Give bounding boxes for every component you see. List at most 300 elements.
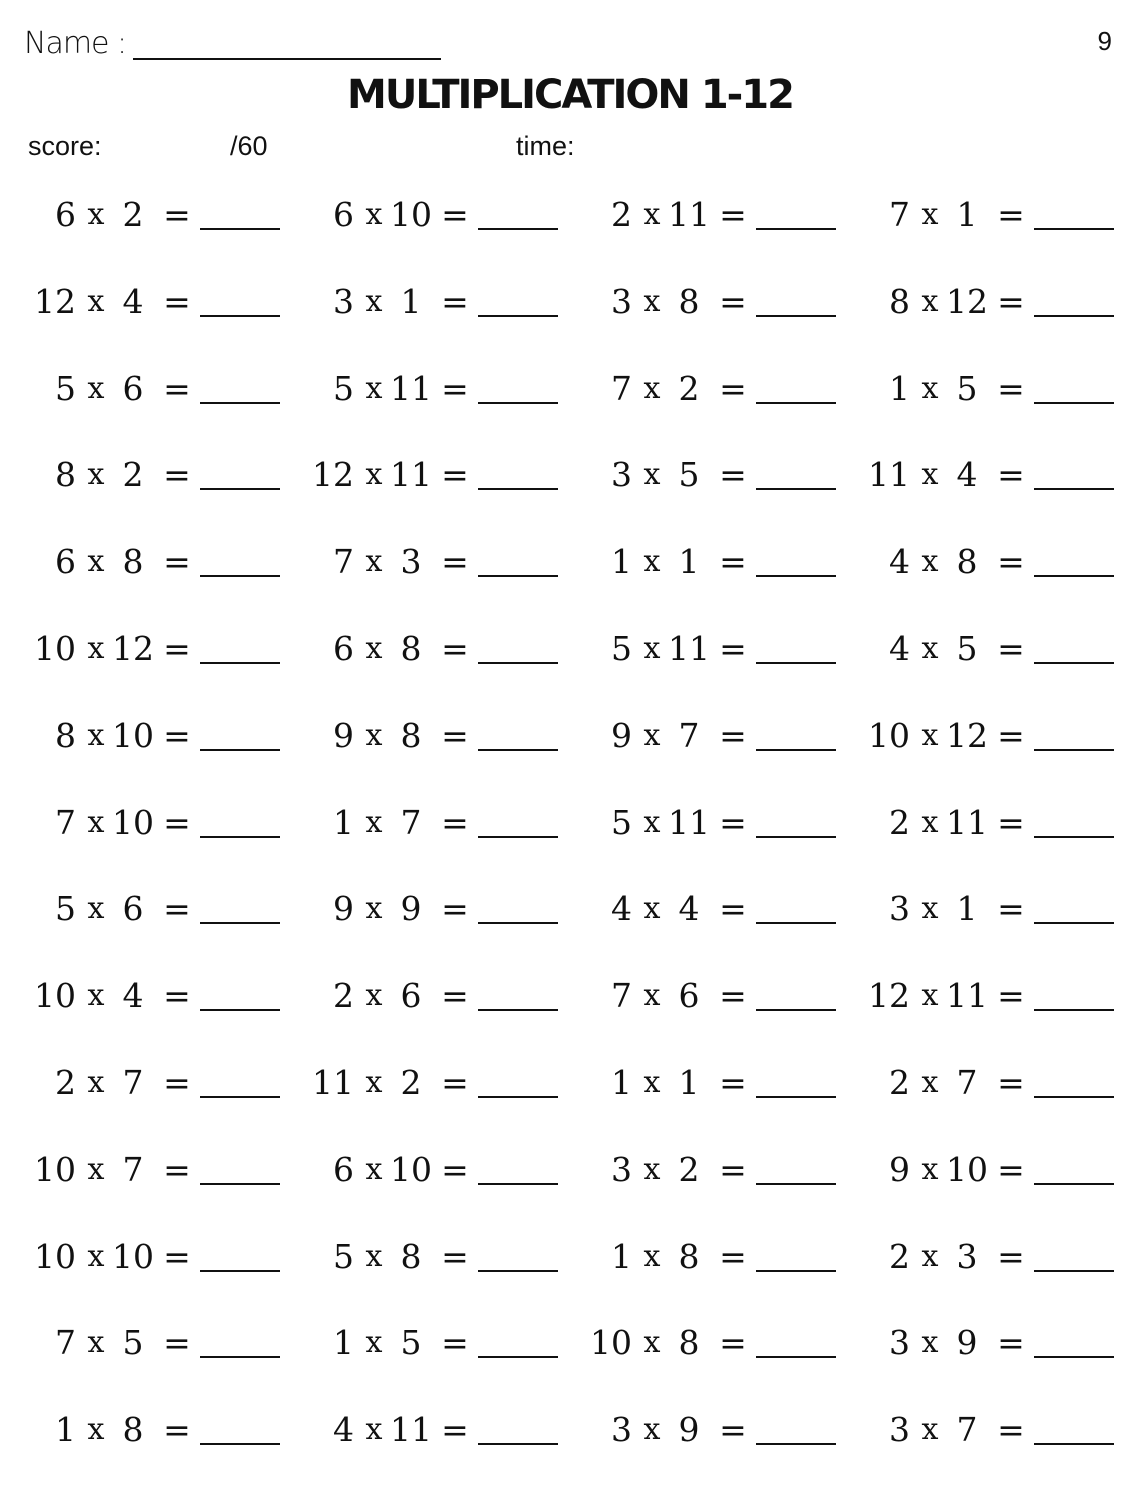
- times-sign: x: [643, 544, 661, 580]
- second-factor: 1: [400, 281, 422, 321]
- equals-sign: =: [997, 1149, 1025, 1189]
- equals-sign: =: [997, 368, 1025, 408]
- second-factor: 7: [400, 802, 422, 842]
- answer-blank[interactable]: [1034, 1183, 1114, 1185]
- equals-sign: =: [163, 195, 191, 234]
- second-factor: 12: [112, 628, 154, 668]
- second-factor: 6: [122, 889, 144, 929]
- second-factor: 12: [946, 281, 988, 321]
- first-factor: 11: [312, 1062, 354, 1102]
- problem-item: [588, 624, 836, 674]
- answer-blank[interactable]: [1034, 402, 1114, 404]
- problem-item: [310, 450, 558, 500]
- equals-sign: =: [719, 1410, 747, 1450]
- problem-item: [588, 884, 836, 934]
- equals-sign: =: [719, 715, 747, 755]
- problem-item: [866, 798, 1114, 848]
- answer-blank[interactable]: [478, 1009, 558, 1011]
- second-factor: 1: [956, 889, 978, 929]
- first-factor: 6: [55, 195, 76, 234]
- equals-sign: =: [441, 976, 469, 1016]
- problem-item: [588, 798, 836, 848]
- problem-item: [588, 190, 836, 240]
- answer-blank[interactable]: [478, 488, 558, 490]
- times-sign: x: [365, 1325, 383, 1361]
- answer-blank[interactable]: [1034, 1270, 1114, 1272]
- answer-blank[interactable]: [200, 1443, 280, 1445]
- equals-sign: =: [163, 368, 191, 408]
- first-factor: 3: [889, 1410, 910, 1450]
- times-sign: x: [921, 457, 939, 493]
- problem-item: [588, 1318, 836, 1368]
- first-factor: 4: [611, 889, 632, 929]
- problem-item: [32, 798, 280, 848]
- equals-sign: =: [441, 1323, 469, 1363]
- second-factor: 6: [400, 976, 422, 1016]
- times-sign: x: [365, 544, 383, 580]
- answer-blank[interactable]: [200, 402, 280, 404]
- equals-sign: =: [997, 542, 1025, 582]
- first-factor: 5: [611, 802, 632, 842]
- problem-item: [866, 364, 1114, 414]
- answer-blank[interactable]: [478, 228, 558, 230]
- times-sign: x: [921, 1325, 939, 1361]
- times-sign: x: [643, 1151, 661, 1187]
- equals-sign: =: [163, 1236, 191, 1276]
- equals-sign: =: [997, 976, 1025, 1016]
- times-sign: x: [921, 1238, 939, 1274]
- problem-item: [866, 190, 1114, 240]
- answer-blank[interactable]: [756, 662, 836, 664]
- times-sign: x: [87, 891, 105, 927]
- second-factor: 10: [112, 715, 154, 755]
- answer-blank[interactable]: [200, 836, 280, 838]
- second-factor: 10: [946, 1149, 988, 1189]
- second-factor: 4: [956, 455, 978, 495]
- equals-sign: =: [719, 281, 747, 321]
- answer-blank[interactable]: [200, 228, 280, 230]
- equals-sign: =: [163, 1410, 191, 1450]
- equals-sign: =: [163, 542, 191, 582]
- answer-blank[interactable]: [200, 1270, 280, 1272]
- answer-blank[interactable]: [1034, 315, 1114, 317]
- times-sign: x: [643, 717, 661, 753]
- times-sign: x: [87, 1325, 105, 1361]
- second-factor: 10: [390, 195, 432, 234]
- equals-sign: =: [441, 281, 469, 321]
- problem-item: [32, 971, 280, 1021]
- equals-sign: =: [441, 715, 469, 755]
- first-factor: 12: [868, 976, 910, 1016]
- times-sign: x: [87, 544, 105, 580]
- problem-item: [32, 1058, 280, 1108]
- times-sign: x: [921, 544, 939, 580]
- first-factor: 9: [611, 715, 632, 755]
- second-factor: 8: [678, 281, 700, 321]
- times-sign: x: [87, 1064, 105, 1100]
- problem-item: [32, 1318, 280, 1368]
- problem-item: [866, 1318, 1114, 1368]
- times-sign: x: [643, 370, 661, 406]
- answer-blank[interactable]: [1034, 228, 1114, 230]
- second-factor: 3: [956, 1236, 978, 1276]
- first-factor: 5: [55, 889, 76, 929]
- answer-blank[interactable]: [478, 836, 558, 838]
- answer-blank[interactable]: [756, 1270, 836, 1272]
- answer-blank[interactable]: [756, 1009, 836, 1011]
- problem-item: [310, 971, 558, 1021]
- problem-item: [32, 884, 280, 934]
- problem-item: [866, 450, 1114, 500]
- times-sign: x: [643, 1412, 661, 1448]
- second-factor: 7: [122, 1149, 144, 1189]
- problem-item: [310, 1405, 558, 1455]
- first-factor: 6: [333, 628, 354, 668]
- times-sign: x: [87, 283, 105, 319]
- first-factor: 8: [55, 455, 76, 495]
- times-sign: x: [365, 1412, 383, 1448]
- first-factor: 5: [333, 368, 354, 408]
- first-factor: 1: [611, 1236, 632, 1276]
- equals-sign: =: [997, 195, 1025, 234]
- answer-blank[interactable]: [478, 1270, 558, 1272]
- answer-blank[interactable]: [478, 315, 558, 317]
- times-sign: x: [365, 197, 383, 232]
- answer-blank[interactable]: [756, 749, 836, 751]
- first-factor: 7: [611, 368, 632, 408]
- equals-sign: =: [997, 455, 1025, 495]
- second-factor: 8: [122, 1410, 144, 1450]
- times-sign: x: [921, 197, 939, 232]
- equals-sign: =: [441, 889, 469, 929]
- first-factor: 4: [333, 1410, 354, 1450]
- second-factor: 11: [668, 195, 710, 234]
- second-factor: 10: [112, 802, 154, 842]
- equals-sign: =: [719, 976, 747, 1016]
- times-sign: x: [643, 978, 661, 1014]
- answer-blank[interactable]: [756, 922, 836, 924]
- times-sign: x: [87, 1151, 105, 1187]
- second-factor: 3: [400, 542, 422, 582]
- times-sign: x: [921, 1064, 939, 1100]
- first-factor: 5: [55, 368, 76, 408]
- second-factor: 11: [668, 802, 710, 842]
- answer-blank[interactable]: [478, 402, 558, 404]
- times-sign: x: [921, 1412, 939, 1448]
- problem-item: [310, 190, 558, 240]
- second-factor: 12: [946, 715, 988, 755]
- first-factor: 2: [611, 195, 632, 234]
- first-factor: 3: [611, 455, 632, 495]
- times-sign: x: [921, 891, 939, 927]
- second-factor: 5: [678, 455, 700, 495]
- name-label: Name :: [24, 26, 127, 61]
- answer-blank[interactable]: [478, 662, 558, 664]
- first-factor: 10: [590, 1323, 632, 1363]
- problem-item: [588, 971, 836, 1021]
- times-sign: x: [365, 1064, 383, 1100]
- first-factor: 10: [34, 1236, 76, 1276]
- first-factor: 1: [611, 1062, 632, 1102]
- second-factor: 5: [956, 628, 978, 668]
- problem-item: [866, 884, 1114, 934]
- equals-sign: =: [719, 802, 747, 842]
- first-factor: 10: [868, 715, 910, 755]
- times-sign: x: [87, 197, 105, 232]
- problem-item: [866, 277, 1114, 327]
- equals-sign: =: [441, 542, 469, 582]
- times-sign: x: [87, 1238, 105, 1274]
- answer-blank[interactable]: [756, 836, 836, 838]
- answer-blank[interactable]: [200, 1356, 280, 1358]
- problem-item: [32, 1145, 280, 1195]
- answer-blank[interactable]: [200, 1096, 280, 1098]
- answer-blank[interactable]: [200, 662, 280, 664]
- problem-item: [588, 1145, 836, 1195]
- second-factor: 5: [400, 1323, 422, 1363]
- second-factor: 11: [390, 1410, 432, 1450]
- answer-blank[interactable]: [478, 1183, 558, 1185]
- equals-sign: =: [997, 715, 1025, 755]
- second-factor: 8: [400, 1236, 422, 1276]
- answer-blank[interactable]: [756, 1356, 836, 1358]
- answer-blank[interactable]: [200, 922, 280, 924]
- equals-sign: =: [997, 889, 1025, 929]
- equals-sign: =: [997, 281, 1025, 321]
- second-factor: 4: [122, 281, 144, 321]
- answer-blank[interactable]: [1034, 1009, 1114, 1011]
- answer-blank[interactable]: [200, 488, 280, 490]
- first-factor: 6: [333, 1149, 354, 1189]
- equals-sign: =: [163, 1323, 191, 1363]
- equals-sign: =: [441, 1410, 469, 1450]
- times-sign: x: [921, 1151, 939, 1187]
- first-factor: 8: [889, 281, 910, 321]
- first-factor: 4: [889, 628, 910, 668]
- equals-sign: =: [997, 1323, 1025, 1363]
- answer-blank[interactable]: [478, 922, 558, 924]
- equals-sign: =: [163, 455, 191, 495]
- problem-item: [32, 1405, 280, 1455]
- problem-item: [866, 537, 1114, 587]
- page-number: 9: [1097, 26, 1112, 56]
- equals-sign: =: [163, 802, 191, 842]
- answer-blank[interactable]: [756, 1443, 836, 1445]
- equals-sign: =: [719, 455, 747, 495]
- equals-sign: =: [163, 628, 191, 668]
- times-sign: x: [87, 370, 105, 406]
- problem-item: [866, 971, 1114, 1021]
- second-factor: 4: [678, 889, 700, 929]
- answer-blank[interactable]: [200, 749, 280, 751]
- equals-sign: =: [719, 628, 747, 668]
- second-factor: 8: [122, 542, 144, 582]
- answer-blank[interactable]: [1034, 922, 1114, 924]
- first-factor: 2: [889, 802, 910, 842]
- answer-blank[interactable]: [756, 315, 836, 317]
- problem-item: [588, 1232, 836, 1282]
- answer-blank[interactable]: [756, 575, 836, 577]
- second-factor: 7: [956, 1410, 978, 1450]
- problem-item: [32, 364, 280, 414]
- equals-sign: =: [719, 1062, 747, 1102]
- second-factor: 11: [946, 976, 988, 1016]
- answer-blank[interactable]: [756, 488, 836, 490]
- first-factor: 4: [889, 542, 910, 582]
- answer-blank[interactable]: [478, 1356, 558, 1358]
- answer-blank[interactable]: [1034, 488, 1114, 490]
- answer-blank[interactable]: [478, 1443, 558, 1445]
- first-factor: 7: [55, 802, 76, 842]
- problem-item: [588, 364, 836, 414]
- times-sign: x: [87, 804, 105, 840]
- second-factor: 8: [956, 542, 978, 582]
- second-factor: 7: [678, 715, 700, 755]
- equals-sign: =: [719, 542, 747, 582]
- times-sign: x: [921, 370, 939, 406]
- equals-sign: =: [441, 802, 469, 842]
- equals-sign: =: [441, 628, 469, 668]
- answer-blank[interactable]: [1034, 1356, 1114, 1358]
- answer-blank[interactable]: [1034, 662, 1114, 664]
- second-factor: 2: [122, 195, 144, 234]
- first-factor: 10: [34, 1149, 76, 1189]
- answer-blank[interactable]: [756, 228, 836, 230]
- times-sign: x: [643, 283, 661, 319]
- name-field-line[interactable]: [133, 58, 441, 60]
- times-sign: x: [365, 717, 383, 753]
- answer-blank[interactable]: [478, 575, 558, 577]
- problem-item: [32, 190, 280, 240]
- times-sign: x: [921, 717, 939, 753]
- equals-sign: =: [163, 889, 191, 929]
- second-factor: 2: [678, 368, 700, 408]
- times-sign: x: [365, 283, 383, 319]
- equals-sign: =: [441, 1062, 469, 1102]
- first-factor: 6: [55, 542, 76, 582]
- times-sign: x: [365, 1151, 383, 1187]
- equals-sign: =: [163, 1062, 191, 1102]
- answer-blank[interactable]: [1034, 1096, 1114, 1098]
- problem-item: [866, 1145, 1114, 1195]
- first-factor: 7: [333, 542, 354, 582]
- problem-item: [310, 624, 558, 674]
- problem-item: [32, 450, 280, 500]
- second-factor: 7: [956, 1062, 978, 1102]
- answer-blank[interactable]: [478, 749, 558, 751]
- answer-blank[interactable]: [756, 1183, 836, 1185]
- second-factor: 11: [668, 628, 710, 668]
- equals-sign: =: [997, 1410, 1025, 1450]
- first-factor: 7: [55, 1323, 76, 1363]
- equals-sign: =: [997, 802, 1025, 842]
- problem-item: [32, 537, 280, 587]
- first-factor: 5: [611, 628, 632, 668]
- answer-blank[interactable]: [1034, 1443, 1114, 1445]
- score-total: /60: [230, 131, 268, 161]
- answer-blank[interactable]: [200, 1183, 280, 1185]
- second-factor: 1: [678, 1062, 700, 1102]
- first-factor: 12: [312, 455, 354, 495]
- equals-sign: =: [441, 1149, 469, 1189]
- second-factor: 1: [678, 542, 700, 582]
- second-factor: 5: [956, 368, 978, 408]
- first-factor: 3: [611, 1410, 632, 1450]
- answer-blank[interactable]: [1034, 836, 1114, 838]
- answer-blank[interactable]: [756, 1096, 836, 1098]
- first-factor: 1: [55, 1410, 76, 1450]
- problem-item: [310, 1318, 558, 1368]
- times-sign: x: [643, 1064, 661, 1100]
- problem-item: [32, 711, 280, 761]
- problem-item: [588, 711, 836, 761]
- equals-sign: =: [719, 1323, 747, 1363]
- problem-item: [588, 537, 836, 587]
- equals-sign: =: [997, 1236, 1025, 1276]
- problem-item: [588, 1058, 836, 1108]
- second-factor: 2: [400, 1062, 422, 1102]
- first-factor: 7: [889, 195, 910, 234]
- second-factor: 8: [400, 628, 422, 668]
- first-factor: 1: [889, 368, 910, 408]
- second-factor: 6: [678, 976, 700, 1016]
- first-factor: 6: [333, 195, 354, 234]
- problem-grid: [32, 190, 1114, 1492]
- times-sign: x: [365, 457, 383, 493]
- answer-blank[interactable]: [478, 1096, 558, 1098]
- first-factor: 12: [34, 281, 76, 321]
- problem-item: [866, 1232, 1114, 1282]
- second-factor: 10: [390, 1149, 432, 1189]
- equals-sign: =: [719, 1236, 747, 1276]
- first-factor: 2: [889, 1236, 910, 1276]
- answer-blank[interactable]: [200, 1009, 280, 1011]
- equals-sign: =: [719, 368, 747, 408]
- times-sign: x: [87, 1412, 105, 1448]
- answer-blank[interactable]: [200, 575, 280, 577]
- first-factor: 2: [333, 976, 354, 1016]
- answer-blank[interactable]: [1034, 575, 1114, 577]
- first-factor: 2: [889, 1062, 910, 1102]
- equals-sign: =: [441, 195, 469, 234]
- times-sign: x: [87, 457, 105, 493]
- equals-sign: =: [163, 976, 191, 1016]
- answer-blank[interactable]: [756, 402, 836, 404]
- first-factor: 1: [333, 802, 354, 842]
- times-sign: x: [365, 1238, 383, 1274]
- second-factor: 8: [678, 1236, 700, 1276]
- problem-item: [32, 277, 280, 327]
- times-sign: x: [365, 630, 383, 666]
- times-sign: x: [921, 978, 939, 1014]
- problem-item: [310, 711, 558, 761]
- problem-item: [866, 711, 1114, 761]
- answer-blank[interactable]: [200, 315, 280, 317]
- equals-sign: =: [163, 281, 191, 321]
- times-sign: x: [87, 630, 105, 666]
- page-title: MULTIPLICATION 1-12: [347, 72, 793, 118]
- problem-item: [866, 1405, 1114, 1455]
- answer-blank[interactable]: [1034, 749, 1114, 751]
- second-factor: 7: [122, 1062, 144, 1102]
- second-factor: 5: [122, 1323, 144, 1363]
- problem-item: [866, 1058, 1114, 1108]
- times-sign: x: [643, 1238, 661, 1274]
- equals-sign: =: [719, 889, 747, 929]
- problem-item: [310, 884, 558, 934]
- second-factor: 11: [946, 802, 988, 842]
- problem-item: [588, 450, 836, 500]
